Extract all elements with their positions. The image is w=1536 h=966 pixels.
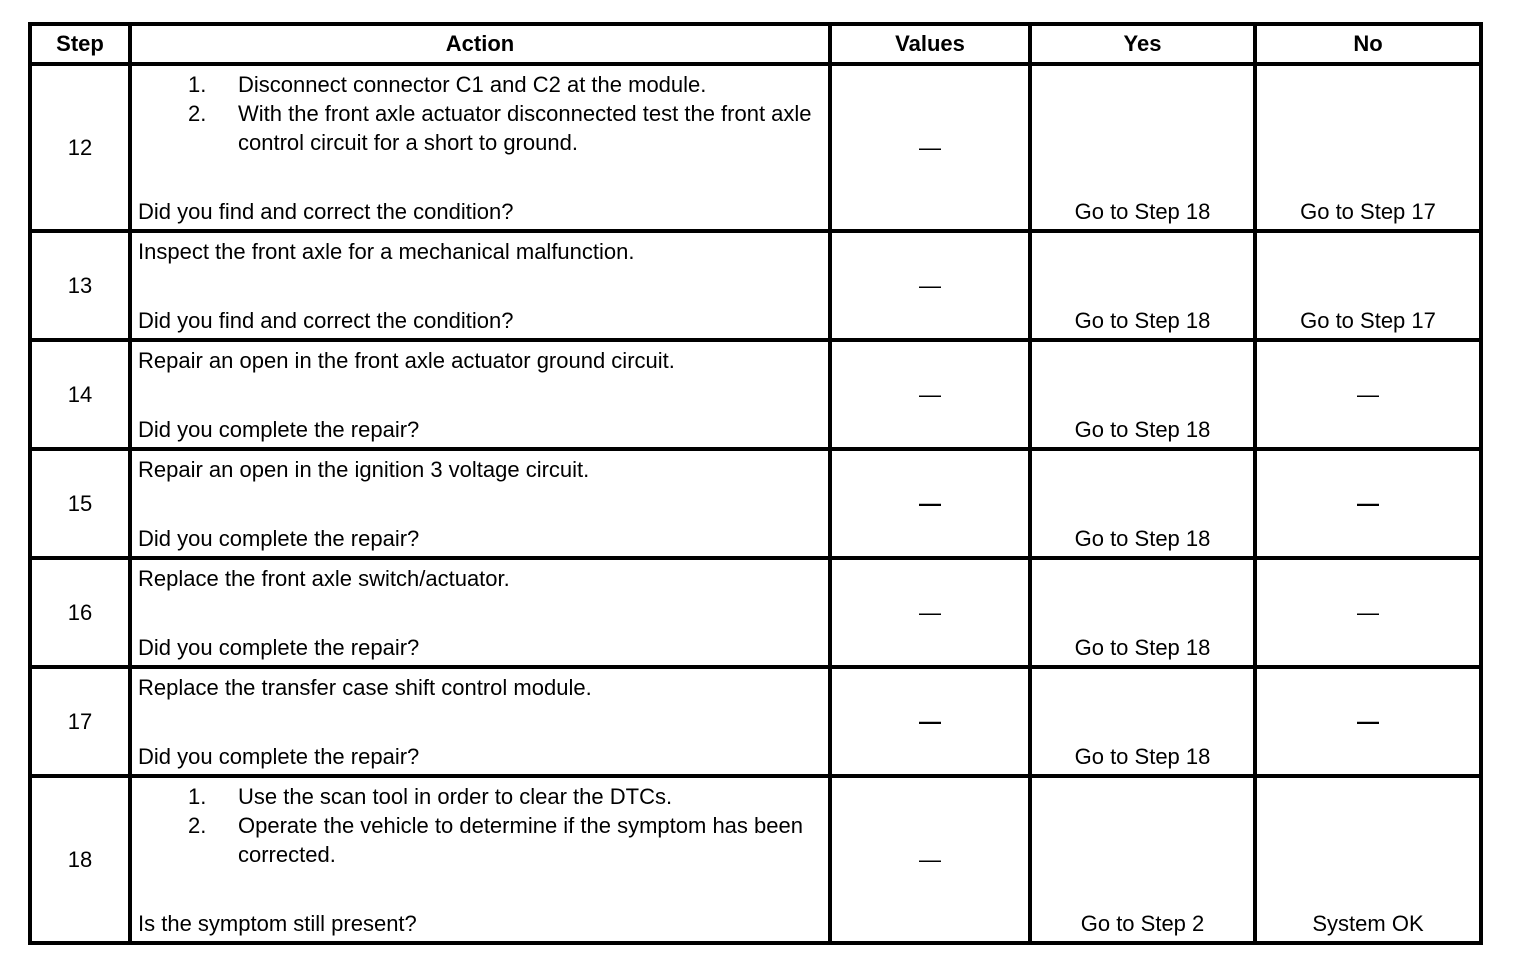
table-row bbox=[30, 776, 1481, 943]
action-cell bbox=[130, 558, 830, 667]
values-cell bbox=[830, 558, 1030, 667]
header-no: No bbox=[1255, 24, 1481, 64]
step-number: 17 bbox=[30, 667, 130, 776]
values-dash: — bbox=[919, 272, 941, 298]
values-dash: — bbox=[919, 846, 941, 872]
action-question: Did you complete the repair? bbox=[138, 744, 420, 769]
yes-cell bbox=[1030, 558, 1255, 667]
diagnostic-table bbox=[28, 22, 1483, 945]
values-dash: — bbox=[919, 599, 941, 625]
values-dash: — bbox=[919, 490, 941, 516]
table-row bbox=[30, 558, 1481, 667]
values-cell bbox=[830, 776, 1030, 943]
yes-result: Go to Step 18 bbox=[1074, 635, 1211, 660]
action-question: Did you complete the repair? bbox=[138, 526, 420, 551]
yes-cell bbox=[1030, 231, 1255, 340]
header-row bbox=[30, 24, 1481, 64]
no-dash: — bbox=[1357, 599, 1379, 625]
list-item: 1. Use the scan tool in order to clear the DTCs. bbox=[188, 784, 673, 809]
no-cell bbox=[1255, 776, 1481, 943]
values-cell bbox=[830, 449, 1030, 558]
action-cell bbox=[130, 340, 830, 449]
values-dash: — bbox=[919, 708, 941, 734]
action-instructions: Repair an open in the front axle actuator ground circuit. bbox=[138, 348, 675, 373]
no-result: Go to Step 17 bbox=[1300, 308, 1436, 333]
list-item: 2. Operate the vehicle to determine if the symptom has been corrected. bbox=[188, 813, 803, 867]
table-row bbox=[30, 667, 1481, 776]
yes-cell bbox=[1030, 64, 1255, 231]
yes-result: Go to Step 18 bbox=[1074, 417, 1211, 442]
action-cell bbox=[130, 776, 830, 943]
action-instructions: Replace the front axle switch/actuator. bbox=[138, 566, 510, 591]
no-cell bbox=[1255, 667, 1481, 776]
values-cell bbox=[830, 64, 1030, 231]
yes-cell bbox=[1030, 340, 1255, 449]
step-number: 15 bbox=[30, 449, 130, 558]
no-cell bbox=[1255, 64, 1481, 231]
yes-result: Go to Step 18 bbox=[1074, 308, 1211, 333]
no-dash: — bbox=[1357, 490, 1379, 516]
yes-result: Go to Step 18 bbox=[1074, 199, 1211, 224]
action-cell bbox=[130, 667, 830, 776]
action-question: Did you complete the repair? bbox=[138, 417, 420, 442]
step-number: 14 bbox=[30, 340, 130, 449]
header-action: Action bbox=[130, 24, 830, 64]
no-result: Go to Step 17 bbox=[1300, 199, 1436, 224]
list-item: 2. With the front axle actuator disconnected test the front axle control circuit for a short to ground. bbox=[188, 101, 812, 155]
numbered-list bbox=[138, 70, 822, 157]
no-cell bbox=[1255, 449, 1481, 558]
no-cell bbox=[1255, 340, 1481, 449]
table-row bbox=[30, 340, 1481, 449]
step-number: 16 bbox=[30, 558, 130, 667]
no-cell bbox=[1255, 231, 1481, 340]
table-row bbox=[30, 231, 1481, 340]
yes-cell bbox=[1030, 776, 1255, 943]
yes-cell bbox=[1030, 667, 1255, 776]
yes-result: Go to Step 2 bbox=[1080, 911, 1205, 936]
action-question: Did you complete the repair? bbox=[138, 635, 420, 660]
action-instructions bbox=[138, 70, 822, 157]
header-values: Values bbox=[830, 24, 1030, 64]
action-question: Is the symptom still present? bbox=[138, 911, 417, 936]
no-dash: — bbox=[1357, 381, 1379, 407]
action-cell bbox=[130, 64, 830, 231]
step-number: 18 bbox=[30, 776, 130, 943]
table-row bbox=[30, 64, 1481, 231]
yes-cell bbox=[1030, 449, 1255, 558]
no-result: System OK bbox=[1312, 911, 1424, 936]
values-dash: — bbox=[919, 134, 941, 160]
action-instructions bbox=[138, 782, 822, 869]
table-row bbox=[30, 449, 1481, 558]
action-question: Did you find and correct the condition? bbox=[138, 308, 514, 333]
yes-result: Go to Step 18 bbox=[1074, 744, 1211, 769]
action-instructions: Repair an open in the ignition 3 voltage circuit. bbox=[138, 457, 590, 482]
header-yes: Yes bbox=[1030, 24, 1255, 64]
action-instructions: Inspect the front axle for a mechanical malfunction. bbox=[138, 239, 635, 264]
action-instructions: Replace the transfer case shift control module. bbox=[138, 675, 592, 700]
step-number: 12 bbox=[30, 64, 130, 231]
values-dash: — bbox=[919, 381, 941, 407]
action-question: Did you find and correct the condition? bbox=[138, 199, 514, 224]
step-number: 13 bbox=[30, 231, 130, 340]
values-cell bbox=[830, 340, 1030, 449]
action-cell bbox=[130, 231, 830, 340]
list-item: 1. Disconnect connector C1 and C2 at the module. bbox=[188, 72, 707, 97]
values-cell bbox=[830, 231, 1030, 340]
header-step: Step bbox=[30, 24, 130, 64]
numbered-list bbox=[138, 782, 822, 869]
no-cell bbox=[1255, 558, 1481, 667]
yes-result: Go to Step 18 bbox=[1074, 526, 1211, 551]
action-cell bbox=[130, 449, 830, 558]
no-dash: — bbox=[1357, 708, 1379, 734]
values-cell bbox=[830, 667, 1030, 776]
